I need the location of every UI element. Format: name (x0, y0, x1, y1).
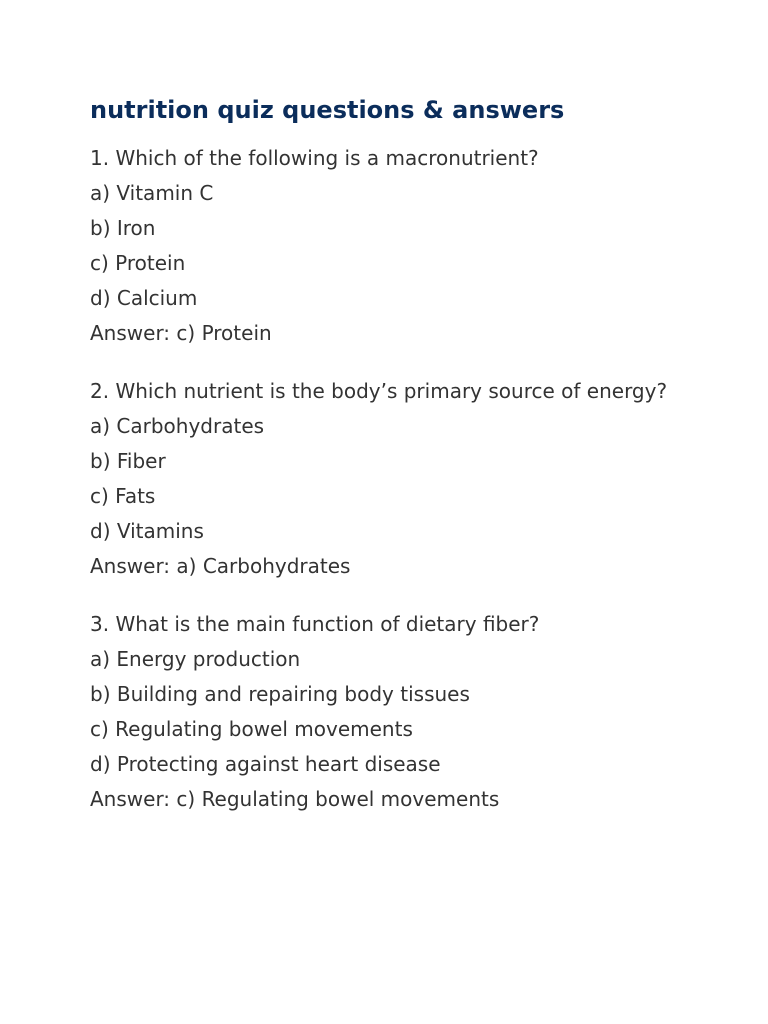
question-prompt: 1. Which of the following is a macronutrient? (90, 146, 539, 170)
question-prompt: 2. Which nutrient is the body’s primary source of energy? (90, 379, 668, 403)
answer-option: b) Fiber (90, 449, 166, 473)
answer-option: b) Building and repairing body tissues (90, 682, 470, 706)
answer-option: d) Calcium (90, 286, 198, 310)
answer-option: b) Iron (90, 216, 156, 240)
answer-option: c) Protein (90, 251, 186, 275)
answer-option: d) Protecting against heart disease (90, 752, 441, 776)
answer-option: a) Energy production (90, 647, 301, 671)
page-title: nutrition quiz questions & answers (90, 96, 565, 124)
quiz-question-2 (90, 374, 678, 584)
answer-option: d) Vitamins (90, 519, 204, 543)
correct-answer: Answer: a) Carbohydrates (90, 554, 351, 578)
answer-option: c) Fats (90, 484, 156, 508)
quiz-question-3 (90, 607, 678, 817)
quiz-question-1 (90, 141, 678, 351)
correct-answer: Answer: c) Regulating bowel movements (90, 787, 500, 811)
answer-option: c) Regulating bowel movements (90, 717, 413, 741)
correct-answer: Answer: c) Protein (90, 321, 272, 345)
quiz-list (90, 141, 678, 817)
answer-option: a) Vitamin C (90, 181, 214, 205)
question-prompt: 3. What is the main function of dietary fiber? (90, 612, 540, 636)
answer-option: a) Carbohydrates (90, 414, 265, 438)
